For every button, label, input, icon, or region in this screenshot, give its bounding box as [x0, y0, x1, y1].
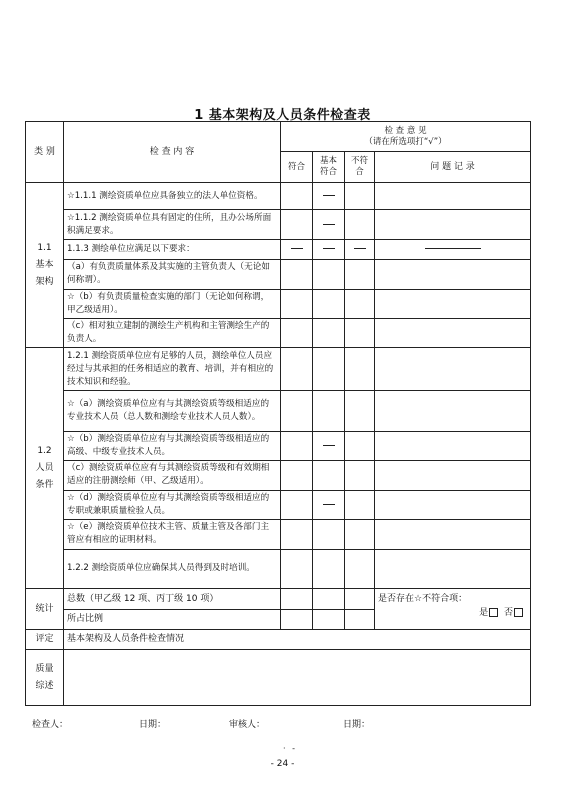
table-row — [26, 391, 531, 432]
stats-cell[interactable] — [281, 589, 313, 609]
no-label: 否 — [504, 608, 514, 619]
no-checkbox[interactable] — [514, 608, 523, 617]
check-cell-comply[interactable] — [281, 490, 313, 519]
table-row — [26, 348, 531, 391]
dash-mark — [425, 248, 481, 249]
check-cell-not[interactable] — [345, 490, 375, 519]
check-item: ☆（a）测绘资质单位应有与其测绘资质等级相适应的专业技术人员（总人数和测绘专业技术人员人数）。 — [64, 391, 281, 432]
header-category: 类 别 — [26, 122, 64, 183]
check-cell-basic[interactable] — [313, 260, 345, 289]
inspection-table — [25, 121, 531, 706]
check-item: （a）有负责质量体系及其实施的主管负责人（无论如何称谓）。 — [64, 260, 281, 289]
reviewer-label: 审核人： — [229, 720, 266, 730]
opinion-note: （请在所选项打“√”） — [364, 136, 447, 147]
check-cell-not[interactable] — [345, 319, 375, 348]
check-cell-comply[interactable] — [281, 289, 313, 318]
check-cell-comply[interactable] — [281, 431, 313, 460]
category-cell — [26, 182, 64, 348]
check-cell-basic[interactable] — [313, 490, 345, 519]
dash-mark — [323, 504, 335, 505]
check-cell-comply[interactable] — [281, 319, 313, 348]
table-row — [26, 520, 531, 549]
table-row — [26, 490, 531, 519]
date-label: 日期： — [139, 720, 167, 730]
stats-cell[interactable] — [313, 589, 345, 609]
record-cell[interactable] — [375, 260, 531, 289]
category-name: 条件 — [35, 479, 54, 490]
opinion-title: 检 查 意 见 — [384, 125, 427, 136]
evaluation-row — [26, 629, 531, 649]
check-cell-basic[interactable] — [313, 549, 345, 589]
check-cell-basic[interactable] — [313, 461, 345, 490]
check-cell-comply[interactable] — [281, 520, 313, 549]
check-item: ☆（e）测绘资质单位技术主管、质量主管及各部门主管应有相应的证明材料。 — [64, 520, 281, 549]
stats-total: 总数（甲乙级 12 项、丙丁级 10 项） — [64, 589, 281, 609]
record-cell[interactable] — [375, 391, 531, 432]
record-cell[interactable] — [375, 431, 531, 460]
stats-row — [26, 589, 531, 609]
check-cell-not[interactable] — [345, 461, 375, 490]
check-cell-comply[interactable] — [281, 260, 313, 289]
table-row — [26, 319, 531, 348]
check-cell-basic[interactable] — [313, 182, 345, 209]
record-cell[interactable] — [375, 461, 531, 490]
record-cell[interactable] — [375, 520, 531, 549]
table-row — [26, 239, 531, 259]
check-cell-comply[interactable] — [281, 391, 313, 432]
category-number: 1.2 — [37, 445, 52, 456]
quality-summary-field[interactable] — [64, 650, 531, 706]
table-row — [26, 182, 531, 209]
header-content: 检 查 内 容 — [64, 122, 281, 183]
check-item: ☆1.1.2 测绘资质单位具有固定的住所，且办公场所面积满足要求。 — [64, 210, 281, 239]
record-cell[interactable] — [375, 490, 531, 519]
page-number: - 24 - — [270, 759, 295, 769]
yes-label: 是 — [479, 608, 489, 619]
record-cell[interactable] — [375, 348, 531, 391]
check-item: ☆（d）测绘资质单位应有与其测绘资质等级相适应的专职或兼职质量检验人员。 — [64, 490, 281, 519]
check-cell-comply[interactable] — [281, 461, 313, 490]
record-cell[interactable] — [375, 239, 531, 259]
header-row-1 — [26, 122, 531, 152]
category-name: 架构 — [35, 276, 54, 287]
category-number: 1.1 — [37, 242, 52, 253]
check-cell-basic[interactable] — [313, 520, 345, 549]
yes-checkbox[interactable] — [489, 608, 498, 617]
header-comply: 符合 — [281, 152, 313, 182]
check-cell-basic[interactable] — [313, 239, 345, 259]
check-cell-not[interactable] — [345, 260, 375, 289]
check-cell-not[interactable] — [345, 348, 375, 391]
check-item: 1.2.2 测绘资质单位应确保其人员得到及时培训。 — [64, 549, 281, 589]
evaluation-label: 评定 — [26, 629, 64, 649]
dash-mark — [323, 224, 335, 225]
record-cell[interactable] — [375, 549, 531, 589]
check-item: ☆（b）测绘资质单位应有与其测绘资质等级相适应的高级、中级专业技术人员。 — [64, 431, 281, 460]
stats-cell[interactable] — [345, 589, 375, 609]
table-row — [26, 210, 531, 239]
category-name: 基本 — [35, 259, 54, 270]
table-row — [26, 431, 531, 460]
inspector-label: 检查人： — [32, 720, 69, 730]
check-cell-basic[interactable] — [313, 289, 345, 318]
record-cell[interactable] — [375, 210, 531, 239]
check-cell-basic[interactable] — [313, 319, 345, 348]
stats-ratio: 所占比例 — [64, 609, 281, 629]
check-cell-not[interactable] — [345, 239, 375, 259]
evaluation-content: 基本架构及人员条件检查情况 — [64, 629, 531, 649]
header-record: 问 题 记 录 — [375, 152, 531, 182]
table-row — [26, 260, 531, 289]
category-cell — [26, 348, 64, 589]
check-cell-comply[interactable] — [281, 549, 313, 589]
quality-label-line: 综述 — [35, 680, 54, 691]
dash-mark — [291, 248, 303, 249]
check-cell-basic[interactable] — [313, 431, 345, 460]
quality-label-line: 质量 — [35, 663, 54, 674]
dash-mark — [323, 445, 335, 446]
quality-label — [26, 650, 64, 706]
check-cell-basic[interactable] — [313, 210, 345, 239]
check-cell-comply[interactable] — [281, 182, 313, 209]
table-row — [26, 289, 531, 318]
check-cell-comply[interactable] — [281, 210, 313, 239]
check-item: 1.2.1 测绘资质单位应有足够的人员，测绘单位人员应经过与其承担的任务相适应的教育、培训，并有相应的技术知识和经验。 — [64, 348, 281, 391]
check-item: （c）相对独立建制的测绘生产机构和主管测绘生产的负责人。 — [64, 319, 281, 348]
check-cell-not[interactable] — [345, 431, 375, 460]
category-name: 人员 — [35, 462, 54, 473]
check-cell-not[interactable] — [345, 391, 375, 432]
quality-row — [26, 650, 531, 706]
check-cell-basic[interactable] — [313, 348, 345, 391]
dash-mark — [323, 248, 335, 249]
dash-mark — [323, 195, 335, 196]
stats-cell[interactable] — [345, 609, 375, 629]
check-cell-comply[interactable] — [281, 348, 313, 391]
stats-cell[interactable] — [313, 609, 345, 629]
check-cell-not[interactable] — [345, 182, 375, 209]
stats-cell[interactable] — [281, 609, 313, 629]
check-cell-comply[interactable] — [281, 239, 313, 259]
star-question: 是否存在☆不符合项： — [378, 594, 468, 605]
check-cell-not[interactable] — [345, 289, 375, 318]
check-item: ☆1.1.1 测绘资质单位应具备独立的法人单位资格。 — [64, 182, 281, 209]
record-cell[interactable] — [375, 182, 531, 209]
star-question-cell — [375, 589, 531, 630]
header-basic-comply: 基本符合 — [313, 152, 345, 182]
check-cell-not[interactable] — [345, 210, 375, 239]
table-row — [26, 461, 531, 490]
page-title: 1 基本架构及人员条件检查表 — [194, 108, 371, 123]
check-item: （c）测绘资质单位应有与其测绘资质等级和有效期相适应的注册测绘师（甲、乙级适用）。 — [64, 461, 281, 490]
date-label: 日期： — [343, 720, 371, 730]
table-row — [26, 549, 531, 589]
record-cell[interactable] — [375, 319, 531, 348]
scan-dots: · - — [283, 744, 297, 753]
dash-mark — [354, 248, 366, 249]
record-cell[interactable] — [375, 289, 531, 318]
check-cell-basic[interactable] — [313, 391, 345, 432]
check-item: ☆（b）有负责质量检查实施的部门（无论如何称谓，甲乙级适用）。 — [64, 289, 281, 318]
check-cell-not[interactable] — [345, 520, 375, 549]
check-cell-not[interactable] — [345, 549, 375, 589]
check-item: 1.1.3 测绘单位应满足以下要求： — [64, 239, 281, 259]
header-opinion — [281, 122, 531, 152]
yes-no-options — [378, 606, 527, 620]
stats-label: 统计 — [26, 589, 64, 630]
header-not-comply: 不符合 — [345, 152, 375, 182]
